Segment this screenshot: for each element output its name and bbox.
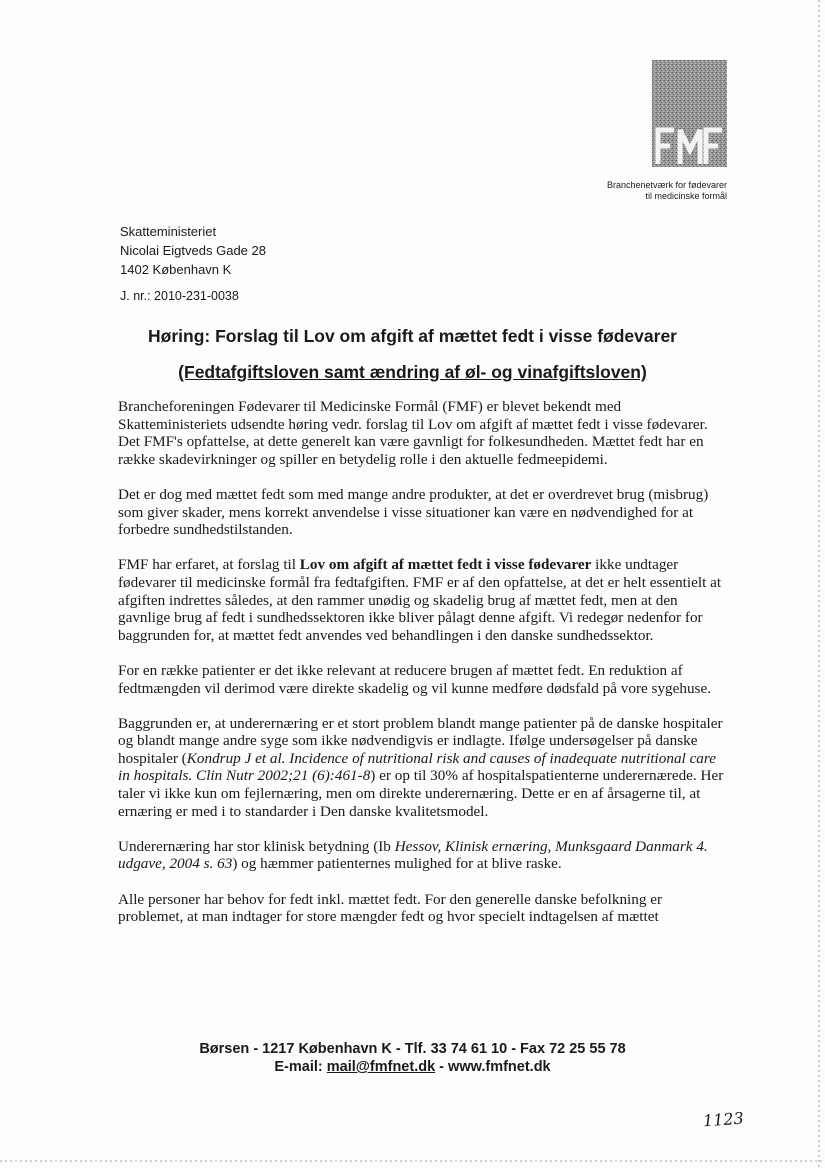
page-title: Høring: Forslag til Lov om afgift af mættet fedt i visse fødevarer [148, 326, 677, 346]
recipient-street: Nicolai Eigtveds Gade 28 [120, 243, 266, 258]
fmf-logo [652, 60, 727, 167]
footer-contact-line [0, 1058, 825, 1076]
recipient-name: Skatteministeriet [120, 224, 217, 239]
paragraph-3-text-a: FMF har erfaret, at forslag til [118, 556, 300, 574]
paragraph-3 [118, 556, 726, 644]
paragraph-7: Alle personer har behov for fedt inkl. mættet fedt. For den generelle danske befolkning er problemet, at man indtager for store mængder fedt og hvor specielt indtagelsen af mættet [118, 890, 663, 926]
paragraph-2: Det er dog med mættet fedt som med mange andre produkter, at det er overdrevet brug (misbrug) som giver skader, mens korrekt anvendelse i visse situationer kan være en nødvendighed for at forbedre sundhedstilstanden. [118, 485, 709, 539]
footer-website: - www.fmfnet.dk [435, 1059, 551, 1075]
scan-bottom-artifact [0, 1160, 825, 1162]
letter-body [118, 398, 726, 943]
logo-text: FMF [652, 60, 655, 61]
recipient-address [120, 222, 266, 279]
letter-footer [0, 1040, 825, 1076]
paragraph-6 [118, 838, 726, 873]
footer-address-line: Børsen - 1217 København K - Tlf. 33 74 61 10 - Fax 72 25 55 78 [199, 1041, 626, 1057]
tagline-line-1: Branchenetværk for fødevarer [606, 180, 727, 190]
journal-number: J. nr.: 2010-231-0038 [120, 289, 239, 303]
paragraph-5-citation: Kondrup J et al. Incidence of nutritional risk and causes of inadequate nutritional care in hospitals. Clin Nutr 2002;21 (6):461-8 [118, 749, 716, 785]
paragraph-3-law-name: Lov om afgift af mættet fedt i visse fødevarer [299, 556, 592, 574]
recipient-city: 1402 København K [120, 262, 232, 277]
page-subtitle: (Fedtafgiftsloven samt ændring af øl- og vinafgiftsloven) [178, 362, 647, 382]
scan-edge-artifact [818, 0, 820, 1168]
paragraph-6-text-a: Underernæring har stor klinisk betydning (Ib [118, 837, 395, 855]
logo-tagline [607, 180, 727, 202]
paragraph-5-text-a: Baggrunden er, at underernæring er et stort problem blandt mange patienter på de danske hospitaler og blandt mange andre syge som ikke nødvendigvis er indlagte. Ifølge undersøgelser på danske hospitaler ( [118, 714, 723, 767]
paragraph-4: For en række patienter er det ikke relevant at reducere brugen af mættet fedt. En reduktion af fedtmængden vil derimod være direkte skadelig og vil kunne medføre dødsfald på vore sygehuse. [118, 661, 712, 697]
paragraph-5 [118, 715, 726, 821]
footer-email-link[interactable]: mail@fmfnet.dk [326, 1059, 436, 1075]
footer-email-label: E-mail: [274, 1059, 327, 1075]
paragraph-5-text-b: ) er op til 30% af hospitalspatienterne underernærede. Her taler vi ikke kun om fejlernæring, men om direkte underernæring. Dette er en af årsagerne til, at ernæring er med i to standarder i Den danske kvalitetsmodel. [118, 767, 724, 820]
handwritten-page-number: 1123 [702, 1108, 745, 1131]
paragraph-1: Brancheforeningen Fødevarer til Medicinske Formål (FMF) er blevet bekendt med Skatteministeriets udsendte høring vedr. forslag til Lov om afgift af mættet fedt i visse fødevarer. Det FMF's opfattelse, at dette generelt kan være gavnligt for folkesundheden. Mættet fedt har en række skadevirkninger og spiller en betydelig rolle i den aktuelle fedmeepidemi. [118, 398, 708, 468]
paragraph-3-text-b: ikke undtager fødevarer til medicinske formål fra fedtafgiften. FMF er af den opfattelse, at det er helt essentielt at afgiften indrettes således, at den rammer unødig og skadelig brug af mættet fedt, men at den gavnlige brug af fedt i sundhedssektoren ikke bliver pålagt denne afgift. Vi redegør nedenfor for baggrunden for, at mættet fedt anvendes ved behandlingen i den danske sundhedssektor. [118, 556, 722, 644]
tagline-line-2: til medicinske formål [645, 191, 727, 201]
paragraph-6-text-b: ) og hæmmer patienternes mulighed for at blive raske. [232, 855, 562, 873]
paragraph-6-citation: Hessov, Klinisk ernæring, Munksgaard Danmark 4. udgave, 2004 s. 63 [118, 837, 708, 873]
